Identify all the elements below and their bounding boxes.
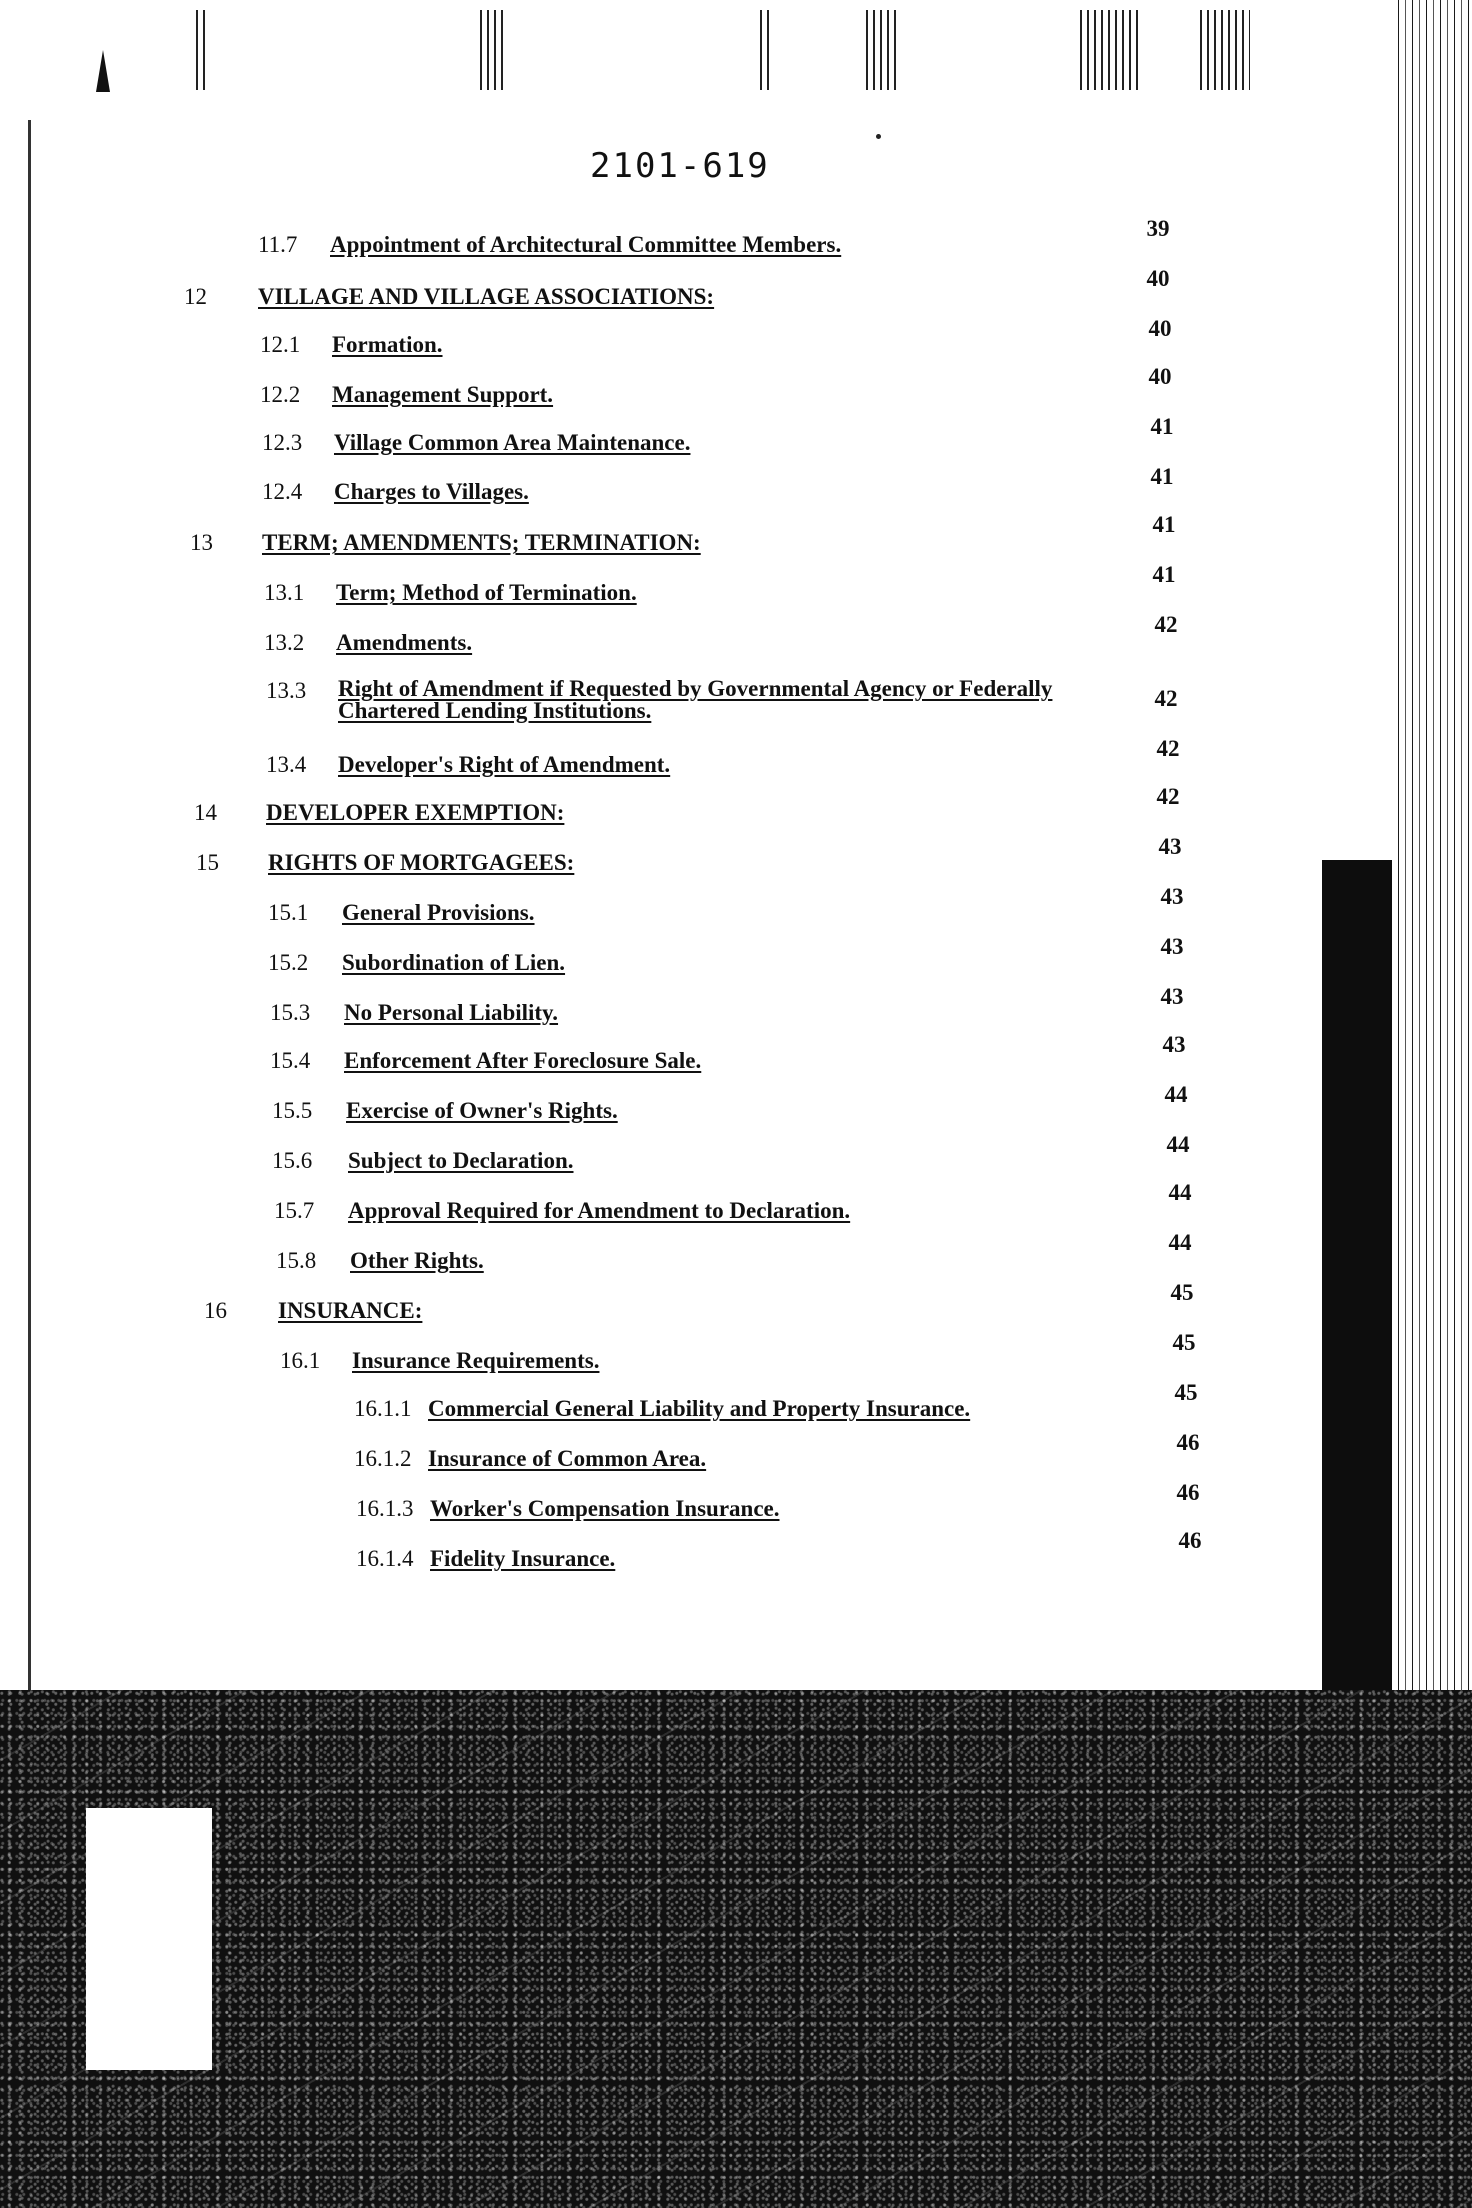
- toc-section-number: 15: [196, 850, 219, 875]
- toc-entry-page: 40: [1148, 364, 1172, 389]
- toc-entry-number: 16.1: [280, 1348, 321, 1373]
- toc-entry-title: Amendments.: [336, 630, 473, 655]
- toc-entry-number: 15.5: [272, 1098, 313, 1123]
- toc-entry-page: 43: [1160, 934, 1184, 959]
- toc-entry-page: 46: [1176, 1430, 1200, 1455]
- scan-artifact-left-edge: [28, 120, 31, 1720]
- scan-artifact-top: [1080, 10, 1140, 90]
- toc-entry-title: Appointment of Architectural Committee Members.: [330, 232, 842, 257]
- toc-entry-page: 44: [1164, 1082, 1188, 1107]
- toc-entry-title: Insurance Requirements.: [352, 1348, 600, 1373]
- toc-entry-page: 42: [1156, 784, 1180, 809]
- toc-entry-page: 46: [1176, 1480, 1200, 1505]
- scan-artifact-corner: [96, 50, 110, 92]
- toc-entry-number: 15.4: [270, 1048, 311, 1073]
- toc-entry-number: 12.3: [262, 430, 303, 455]
- toc-entry-page: 43: [1160, 884, 1184, 909]
- toc-section-title: RIGHTS OF MORTGAGEES:: [268, 850, 575, 875]
- toc-entry-page: 43: [1162, 1032, 1186, 1057]
- toc-entry-page: 42: [1154, 686, 1178, 711]
- toc-section-title: DEVELOPER EXEMPTION:: [266, 800, 565, 825]
- toc-entry-number: 15.7: [274, 1198, 315, 1223]
- toc-entry-number: 13.1: [264, 580, 305, 605]
- toc-entry-number: 16.1.3: [356, 1496, 414, 1521]
- scan-artifact-top: [480, 10, 504, 90]
- toc-entry-title: Enforcement After Foreclosure Sale.: [344, 1048, 702, 1073]
- scan-artifact-right-shadow: [1322, 860, 1392, 1720]
- toc-entry-number: 12.1: [260, 332, 301, 357]
- toc-entry-page: 44: [1166, 1132, 1190, 1157]
- toc-section-title: TERM; AMENDMENTS; TERMINATION:: [262, 530, 701, 555]
- scan-artifact-top: [196, 10, 208, 90]
- toc-entry-title: Subordination of Lien.: [342, 950, 566, 975]
- toc-entry-number: 16.1.1: [354, 1396, 412, 1421]
- scan-artifact-dot: [876, 134, 881, 139]
- toc-entry-title: General Provisions.: [342, 900, 535, 925]
- toc-entry-page: 41: [1152, 562, 1176, 587]
- toc-entry-page: 41: [1150, 464, 1174, 489]
- scan-artifact-top: [866, 10, 896, 90]
- toc-entry-page: 43: [1158, 834, 1182, 859]
- toc-entry-number: 12.4: [262, 479, 303, 504]
- toc-entry-number: 15.1: [268, 900, 309, 925]
- toc-entry-title: Formation.: [332, 332, 443, 357]
- toc-entry-page: 46: [1178, 1528, 1202, 1553]
- toc-section-title: VILLAGE AND VILLAGE ASSOCIATIONS:: [258, 284, 715, 309]
- toc-entry-title: Subject to Declaration.: [348, 1148, 574, 1173]
- toc-entry-page: 40: [1146, 266, 1170, 291]
- toc-entry-page: 45: [1170, 1280, 1194, 1305]
- toc-entry-number: 15.8: [276, 1248, 317, 1273]
- toc-section-title: INSURANCE:: [278, 1298, 423, 1323]
- toc-entry-title: Worker's Compensation Insurance.: [430, 1496, 780, 1521]
- toc-entry-number: 13.4: [266, 752, 307, 777]
- toc-entry-title: Exercise of Owner's Rights.: [346, 1098, 618, 1123]
- toc-section-number: 16: [204, 1298, 227, 1323]
- toc-entry-number: 11.7: [258, 232, 298, 257]
- toc-entry-title: Developer's Right of Amendment.: [338, 752, 671, 777]
- toc-entry-title: No Personal Liability.: [344, 1000, 559, 1025]
- scan-artifact-bottom-scratches: [0, 1690, 1472, 2208]
- toc-entry-page: 41: [1152, 512, 1176, 537]
- toc-entry-page: 44: [1168, 1180, 1192, 1205]
- toc-entry-page: 41: [1150, 414, 1174, 439]
- toc-section-number: 14: [194, 800, 217, 825]
- blank-label: [86, 1808, 212, 2070]
- toc-entry-number: 13.2: [264, 630, 305, 655]
- toc-entry-number: 12.2: [260, 382, 301, 407]
- toc-entry-title: Term; Method of Termination.: [336, 580, 637, 605]
- page-id: 2101-619: [590, 146, 770, 186]
- toc-entry-page: 45: [1174, 1380, 1198, 1405]
- toc-entry-page: 45: [1172, 1330, 1196, 1355]
- scan-artifact-top: [1200, 10, 1250, 90]
- toc-entry-page: 42: [1154, 612, 1178, 637]
- toc-entry-number: 16.1.2: [354, 1446, 412, 1471]
- toc-section-number: 13: [190, 530, 213, 555]
- toc-section-number: 12: [184, 284, 207, 309]
- toc-entry-title: Commercial General Liability and Property Insurance.: [428, 1396, 971, 1421]
- toc-entry-title: Charges to Villages.: [334, 479, 529, 504]
- toc-entry-title: Insurance of Common Area.: [428, 1446, 707, 1471]
- toc-entry-title: Other Rights.: [350, 1248, 484, 1273]
- toc-entry-number: 15.3: [270, 1000, 311, 1025]
- toc-entry-title: Right of Amendment if Requested by Governmental Agency or Federally Chartered Lending Institutions.: [338, 676, 1053, 723]
- scan-artifact-top: [760, 10, 770, 90]
- toc-entry-number: 16.1.4: [356, 1546, 414, 1571]
- toc-entry-page: 40: [1148, 316, 1172, 341]
- toc-entry-number: 15.2: [268, 950, 309, 975]
- toc-entry-page: 43: [1160, 984, 1184, 1009]
- toc-entry-number: 15.6: [272, 1148, 313, 1173]
- toc-entry-title: Approval Required for Amendment to Declaration.: [348, 1198, 851, 1223]
- toc-entry-number: 13.3: [266, 678, 307, 703]
- toc-entry-title: Management Support.: [332, 382, 554, 407]
- toc-entry-page: 44: [1168, 1230, 1192, 1255]
- toc-entry-title: Village Common Area Maintenance.: [334, 430, 691, 455]
- toc-entry-page: 42: [1156, 736, 1180, 761]
- toc-entry-title: Fidelity Insurance.: [430, 1546, 616, 1571]
- toc-entry-page: 39: [1146, 216, 1170, 241]
